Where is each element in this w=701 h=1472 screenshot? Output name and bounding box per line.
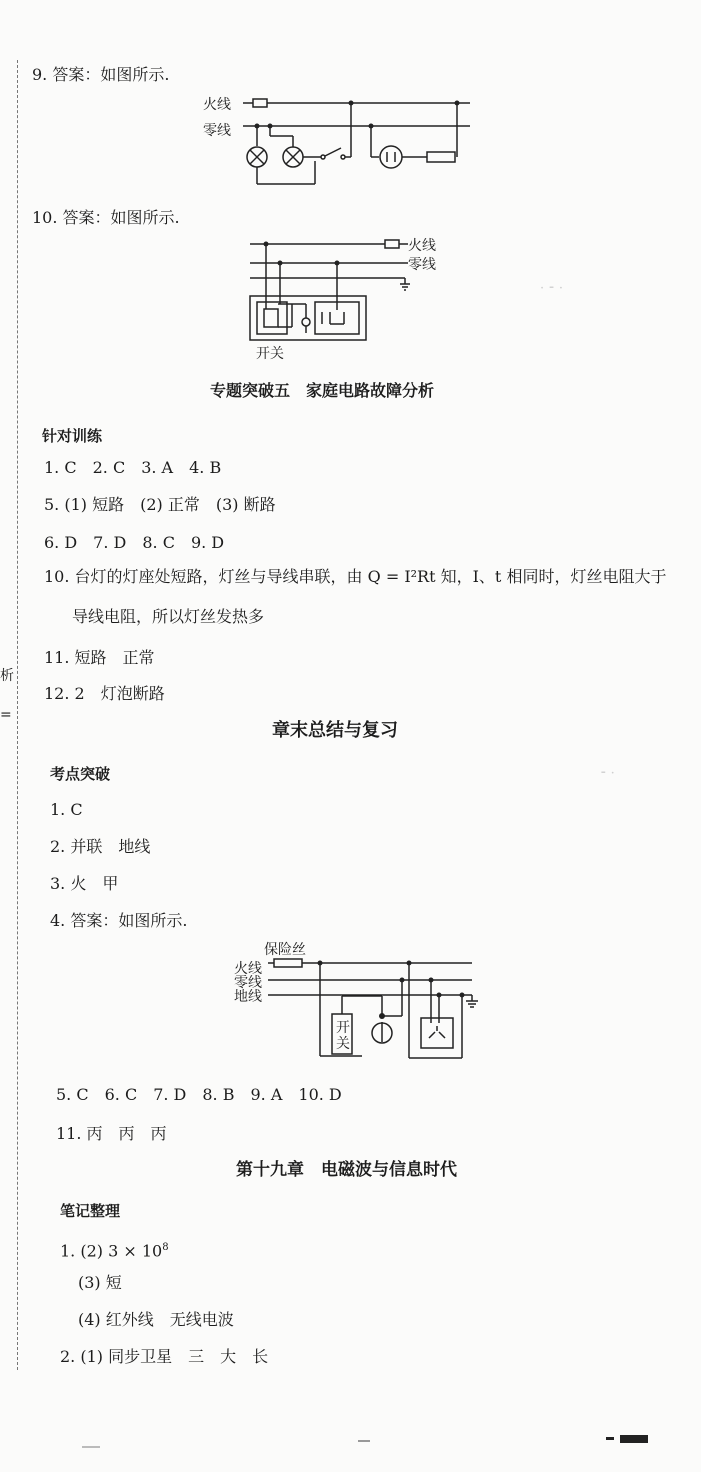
margin-fragment: 析 bbox=[0, 668, 14, 684]
answer-line: 1. C bbox=[50, 800, 83, 819]
live-wire-label: 火线 bbox=[408, 238, 436, 254]
socket-icon bbox=[380, 146, 402, 168]
neutral-wire-label: 零线 bbox=[234, 975, 262, 991]
section-title: 章末总结与复习 bbox=[272, 720, 398, 741]
bleed-through-mark: ⁃ · bbox=[600, 766, 615, 781]
switch-label: 开关 bbox=[256, 346, 284, 362]
section-title: 专题突破五 家庭电路故障分析 bbox=[210, 381, 435, 400]
answer-line: 11. 短路 正常 bbox=[44, 648, 155, 667]
answer-line: 导线电阻，所以灯丝发热多 bbox=[72, 607, 265, 626]
exponent: 8 bbox=[162, 1242, 169, 1253]
answer-prefix: 1. (2) 3 × 10 bbox=[60, 1241, 163, 1261]
circuit-diagram-1 bbox=[195, 88, 480, 193]
scan-mark bbox=[82, 1446, 100, 1448]
switch-label-bottom: 关 bbox=[336, 1036, 350, 1052]
switch-label-top: 开 bbox=[336, 1020, 350, 1036]
ground-wire-label: 地线 bbox=[234, 989, 262, 1005]
section-subtitle: 针对训练 bbox=[42, 427, 103, 445]
fuse-icon bbox=[385, 240, 399, 248]
answer-line: 4. 答案：如图所示. bbox=[50, 911, 188, 930]
fuse-label: 保险丝 bbox=[264, 942, 306, 958]
neutral-wire-label: 零线 bbox=[408, 257, 436, 273]
answer-line: 10. 台灯的灯座处短路，灯丝与导线串联，由 Q = I²Rt 知，I、t 相同时，灯丝电阻大于 bbox=[44, 567, 667, 586]
answer-line: (3) 短 bbox=[78, 1273, 122, 1292]
answer-line: 12. 2 灯泡断路 bbox=[44, 684, 165, 703]
chapter-title: 第十九章 电磁波与信息时代 bbox=[236, 1160, 457, 1180]
answer-10: 10. 答案：如图所示. bbox=[32, 208, 180, 227]
answer-line: 11. 丙 丙 丙 bbox=[56, 1124, 167, 1143]
margin-dashed-line bbox=[17, 60, 18, 1370]
answer-line: 2. 并联 地线 bbox=[50, 837, 151, 856]
fuse-icon bbox=[253, 99, 267, 107]
switch-icon bbox=[325, 148, 341, 156]
section-subtitle: 考点突破 bbox=[50, 765, 111, 783]
answer-line: (4) 红外线 无线电波 bbox=[78, 1310, 234, 1329]
neutral-wire-label: 零线 bbox=[203, 123, 231, 139]
answer-line: 6. D 7. D 8. C 9. D bbox=[44, 533, 225, 552]
circuit-diagram-2 bbox=[240, 232, 455, 366]
bulb-icon bbox=[302, 318, 310, 326]
section-subtitle: 笔记整理 bbox=[60, 1202, 121, 1220]
answer-line: 5. C 6. C 7. D 8. B 9. A 10. D bbox=[56, 1085, 342, 1104]
answer-line bbox=[60, 1238, 169, 1261]
appliance-icon bbox=[427, 152, 455, 162]
bleed-through-mark: · ⁃ · bbox=[540, 281, 564, 296]
live-wire-label: 火线 bbox=[203, 97, 231, 113]
live-wire-label: 火线 bbox=[234, 961, 262, 977]
switch-icon bbox=[257, 302, 287, 334]
scan-mark bbox=[358, 1440, 370, 1442]
fuse-icon bbox=[274, 959, 302, 967]
answer-line: 5. (1) 短路 (2) 正常 (3) 断路 bbox=[44, 495, 276, 514]
circuit-diagram-3 bbox=[232, 938, 482, 1063]
answer-9: 9. 答案：如图所示. bbox=[32, 65, 170, 84]
margin-fragment: = bbox=[0, 707, 12, 723]
scan-mark bbox=[620, 1435, 648, 1443]
answer-line: 3. 火 甲 bbox=[50, 874, 119, 893]
socket-icon bbox=[421, 1018, 453, 1048]
scan-mark bbox=[606, 1437, 614, 1440]
answer-line: 2. (1) 同步卫星 三 大 长 bbox=[60, 1347, 269, 1366]
answer-line: 1. C 2. C 3. A 4. B bbox=[44, 458, 222, 477]
